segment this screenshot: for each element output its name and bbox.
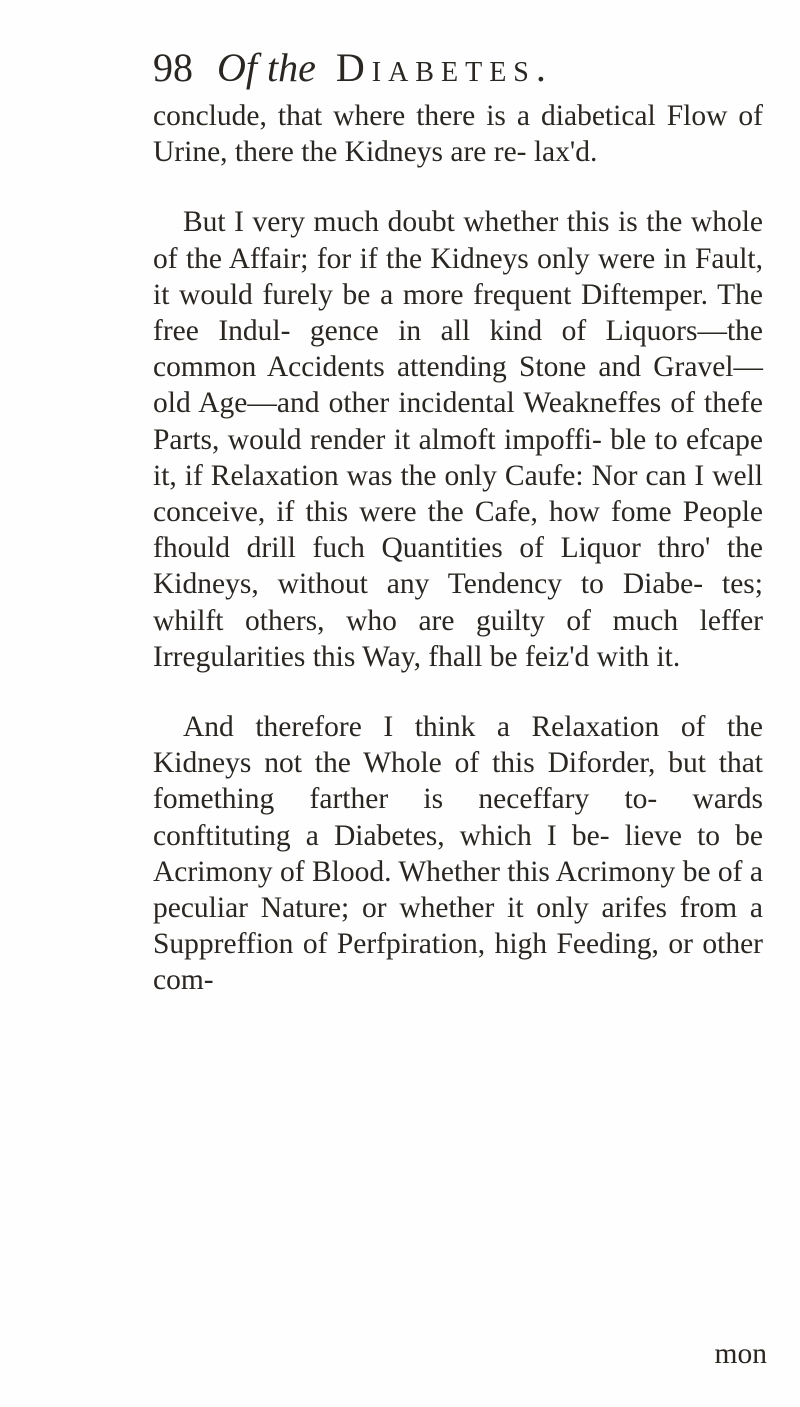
paragraph-3: And therefore I think a Relaxation of the Kidneys not the Whole of this Diforder, but that fomething farther is neceffary to- wards conftituting a Diabetes, which I be- lieve to be Acrimony of Blood. Whether this Acrimony be of a peculiar Nature; or whether it only arifes from a Suppreffion of Perfpiration, high Feeding, or other com- [153, 711, 763, 997]
running-title-prefix: Of the [217, 45, 316, 90]
paragraph-1: conclude, that where there is a diabetical Flow of Urine, there the Kidneys are re- lax'd. [153, 100, 763, 169]
paragraph-2: But I very much doubt whether this is the whole of the Affair; for if the Kidneys only were in Fault, it would furely be a more frequent Diftemper. The free Indul- gence in all kind of Liquors—the common Accidents attending Stone and Gravel—old Age—and other incidental Weakneffes of thefe Parts, would render it almoft impoffi- ble to efcape it, if Relaxation was the only Caufe: Nor can I well conceive, if this were the Cafe, how fome People fhould drill fuch Quantities of Liquor thro' the Kidneys, without any Tendency to Diabe- tes; whilft others, who are guilty of much leffer Irregularities this Way, fhall be feiz'd with it. [153, 206, 763, 673]
catchword: mon [714, 1338, 767, 1370]
page-number: 98 [153, 45, 193, 90]
page-header [153, 40, 553, 96]
running-title: Diabetes. [335, 45, 553, 90]
body-text [153, 98, 763, 999]
